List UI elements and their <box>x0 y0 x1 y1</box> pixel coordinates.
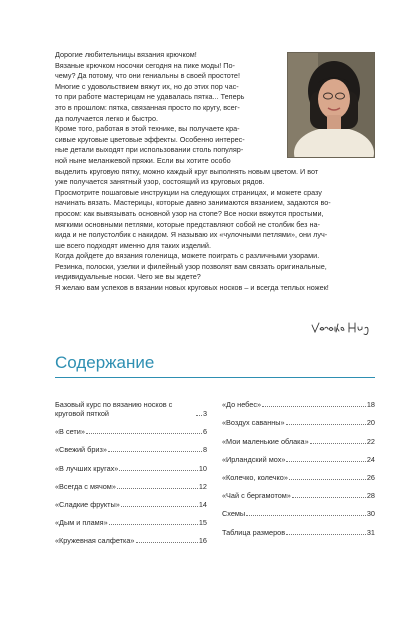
toc-item-label: Таблица размеров <box>222 527 286 537</box>
toc-leader-dots <box>286 424 366 425</box>
toc-item[interactable] <box>222 500 375 518</box>
toc-item-page: 8 <box>202 445 207 455</box>
intro-line: уже получается занятный узор, состоящий из круговых рядов. <box>55 177 265 187</box>
toc-left-column <box>55 391 207 545</box>
toc-leader-dots <box>286 461 365 462</box>
toc-leader-dots <box>119 470 198 471</box>
toc-item-page: 18 <box>366 400 375 410</box>
intro-line: выделить круговую пятку, можно каждый круг выполнять новым цветом. И вот <box>55 166 319 176</box>
toc-item-label: «Сладкие фрукты» <box>55 499 120 509</box>
toc-item-page: 20 <box>366 418 375 428</box>
toc-leader-dots <box>262 406 366 407</box>
toc-item-page: 31 <box>366 527 375 537</box>
toc-item[interactable] <box>222 391 375 409</box>
toc-leader-dots <box>117 488 198 489</box>
toc-item-page: 26 <box>366 472 375 482</box>
intro-line: Кроме того, работая в этой технике, вы получаете кра- <box>55 124 240 134</box>
toc-item-label: Базовый курс по вязанию носков с круговой пяткой <box>55 400 173 418</box>
toc-item-label: «Воздух саванны» <box>222 418 285 428</box>
toc-item[interactable] <box>55 391 207 418</box>
intro-line: ные детали выходят при использовании столь популяр- <box>55 145 244 155</box>
toc-leader-dots <box>196 415 202 416</box>
toc-item-label: «Колечко, колечко» <box>222 472 288 482</box>
intro-line: Дорогие любительницы вязания крючком! <box>55 50 197 59</box>
toc-leader-dots <box>86 433 202 434</box>
toc-leader-dots <box>108 451 202 452</box>
toc-leader-dots <box>289 479 366 480</box>
toc-leader-dots <box>121 506 198 507</box>
toc-item-label: «Мои маленькие облака» <box>222 436 309 446</box>
toc-item-page: 10 <box>198 463 207 473</box>
intro-line: кида и не полустолбик с накидом. Я называю их «чулочными петлями», они луч- <box>55 230 328 240</box>
intro-line: Вязаные крючком носочки сегодня на пике моды! По- <box>55 60 235 70</box>
toc-item[interactable] <box>55 454 207 472</box>
toc-item[interactable] <box>222 409 375 427</box>
toc-item[interactable] <box>222 482 375 500</box>
toc-leader-dots <box>246 515 366 516</box>
toc-leader-dots <box>136 542 198 543</box>
intro-line: Когда дойдете до вязания голенища, можете поиграть с различными узорами. <box>55 251 320 261</box>
toc-leader-dots <box>286 534 366 535</box>
intro-line: Я желаю вам успехов в вязании новых круговых носков – и всегда теплых ножек! <box>55 283 329 293</box>
toc-leader-dots <box>109 524 198 525</box>
toc-item[interactable] <box>55 509 207 527</box>
toc-item[interactable] <box>55 473 207 491</box>
toc-item-label: «До небес» <box>222 400 262 410</box>
author-photo <box>287 52 375 158</box>
toc-item-label: «Чай с бергамотом» <box>222 491 291 501</box>
intro-line: ной ныне меланжевой пряжи. Если вы хотите особо <box>55 155 231 165</box>
intro-line: просом: как вывязывать основной узор на стопе? Все носки вяжутся простыми, <box>55 208 324 218</box>
toc-item[interactable] <box>55 491 207 509</box>
intro-line: то при работе мастерицам не удавалась пятка... Теперь <box>55 92 245 102</box>
toc-item-label: «Свежий бриз» <box>55 445 107 455</box>
intro-line: мягкими основными петлями, которые представляют собой не столбик без на- <box>55 219 320 229</box>
intro-line: индивидуальные носки. Чего же вы ждете? <box>55 272 201 282</box>
toc-item-label: «Всегда с мячом» <box>55 481 116 491</box>
toc-leader-dots <box>310 443 366 444</box>
toc-item[interactable] <box>55 418 207 436</box>
toc-item-label: «Ирландский мох» <box>222 454 286 464</box>
toc-item-label: «Кружевная салфетка» <box>55 536 135 546</box>
intro-line: ше всего подходят именно для таких изделий. <box>55 240 211 250</box>
toc-item-page: 12 <box>198 481 207 491</box>
intro-line: да получается легко и быстро. <box>55 113 158 123</box>
toc-item-label: «В сети» <box>55 427 85 437</box>
toc-item-page: 15 <box>198 518 207 528</box>
toc-item[interactable] <box>55 527 207 545</box>
toc-item-label: «Дым и пламя» <box>55 518 108 528</box>
toc-item-page: 22 <box>366 436 375 446</box>
toc-item-page: 6 <box>202 427 207 437</box>
contents-divider <box>55 377 375 378</box>
toc-item-page: 24 <box>366 454 375 464</box>
toc-right-column <box>222 391 375 537</box>
toc-item-label: Схемы <box>222 509 246 519</box>
intro-line: сивые круговые цветовые эффекты. Особенно интерес- <box>55 134 245 144</box>
intro-short-block <box>55 50 277 167</box>
toc-item-page: 3 <box>202 409 207 418</box>
toc-item[interactable] <box>222 518 375 536</box>
intro-line: Просмотрите пошаговые инструкции на следующих страницах, и можете сразу <box>55 187 322 197</box>
toc-item[interactable] <box>222 446 375 464</box>
toc-item-page: 16 <box>198 536 207 546</box>
toc-item-page: 30 <box>366 509 375 519</box>
contents-title: Содержание <box>55 353 155 372</box>
intro-line: Многие с удовольствием вяжут их, но до этих пор час- <box>55 81 239 91</box>
intro-line: начинать вязать. Мастерицы, которые давно занимаются вязанием, задаются во- <box>55 198 331 208</box>
toc-item[interactable] <box>222 427 375 445</box>
intro-line: чему? Да потому, что они гениальны в своей простоте! <box>55 71 240 81</box>
toc-item-page: 28 <box>366 491 375 501</box>
toc-item-page: 14 <box>198 499 207 509</box>
author-signature <box>311 320 373 336</box>
toc-item-label: «В лучших кругах» <box>55 463 119 473</box>
toc-leader-dots <box>292 497 366 498</box>
intro-line: это в прошлом: пятка, связанная просто по кругу, всег- <box>55 102 240 112</box>
toc-item[interactable] <box>222 464 375 482</box>
intro-line: Резинка, полоски, узелки и филейный узор позволят вам связать оригинальные, <box>55 261 327 271</box>
toc-item[interactable] <box>55 436 207 454</box>
